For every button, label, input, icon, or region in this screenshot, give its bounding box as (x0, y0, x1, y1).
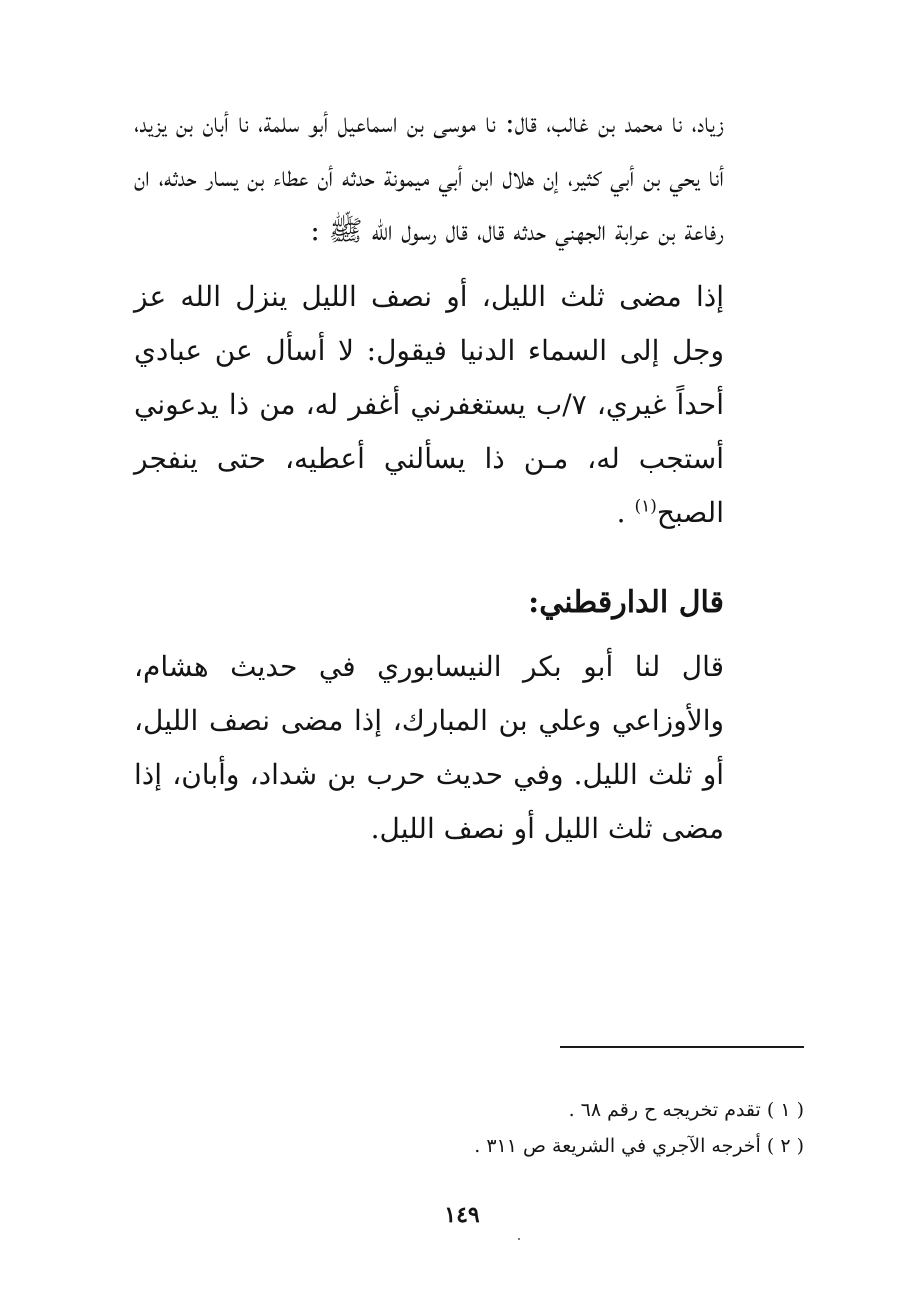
page-number: ١٤٩ (444, 1202, 480, 1228)
footnote-divider (560, 1046, 804, 1048)
main-text-block (134, 96, 724, 856)
hadith-end-punct: . (616, 496, 635, 529)
scan-speck (518, 1238, 520, 1240)
footnotes-block (400, 1092, 804, 1164)
hadith-text-paragraph (134, 270, 724, 540)
footnote-1: ( ١ ) تقدم تخريجه ح رقم ٦٨ . (568, 1099, 804, 1121)
section-heading: قال الدارقطني: (528, 585, 724, 620)
isnad-paragraph: زياد، نا محمد بن غالب، قال: نا موسى بن اسماعيل أبو سلمة، نا أبان بن يزيد، أنا يحي بن أبي كثير، إن هلال ابن أبي ميمونة حدثه أن عطاء بن يسار حدثه، ان رفاعة بن عرابة الجهني حدثه قال، قال رسول الله ﷺ : (134, 106, 724, 247)
footnote-ref-1: (١) (634, 496, 657, 517)
commentary-paragraph: قال لنا أبو بكر النيسابوري في حديث هشام، والأوزاعي وعلي بن المبارك، إذا مضى نصف الليل، أو ثلث الليل. وفي حديث حرب بن شداد، وأبان، إذا مضى ثلث الليل أو نصف الليل. (134, 650, 724, 845)
footnote-2: ( ٢ ) أخرجه الآجري في الشريعة ص ٣١١ . (474, 1135, 804, 1157)
hadith-text: إذا مضى ثلث الليل، أو نصف الليل ينزل الله عز وجل إلى السماء الدنيا فيقول: لا أسأل عن عبادي أحداً غيري، ٧/ب يستغفرني أغفر له، من ذا يدعوني أستجب له، مـن ذا يسألني أعطيه، حتى ينفجر الصبح (134, 280, 725, 529)
